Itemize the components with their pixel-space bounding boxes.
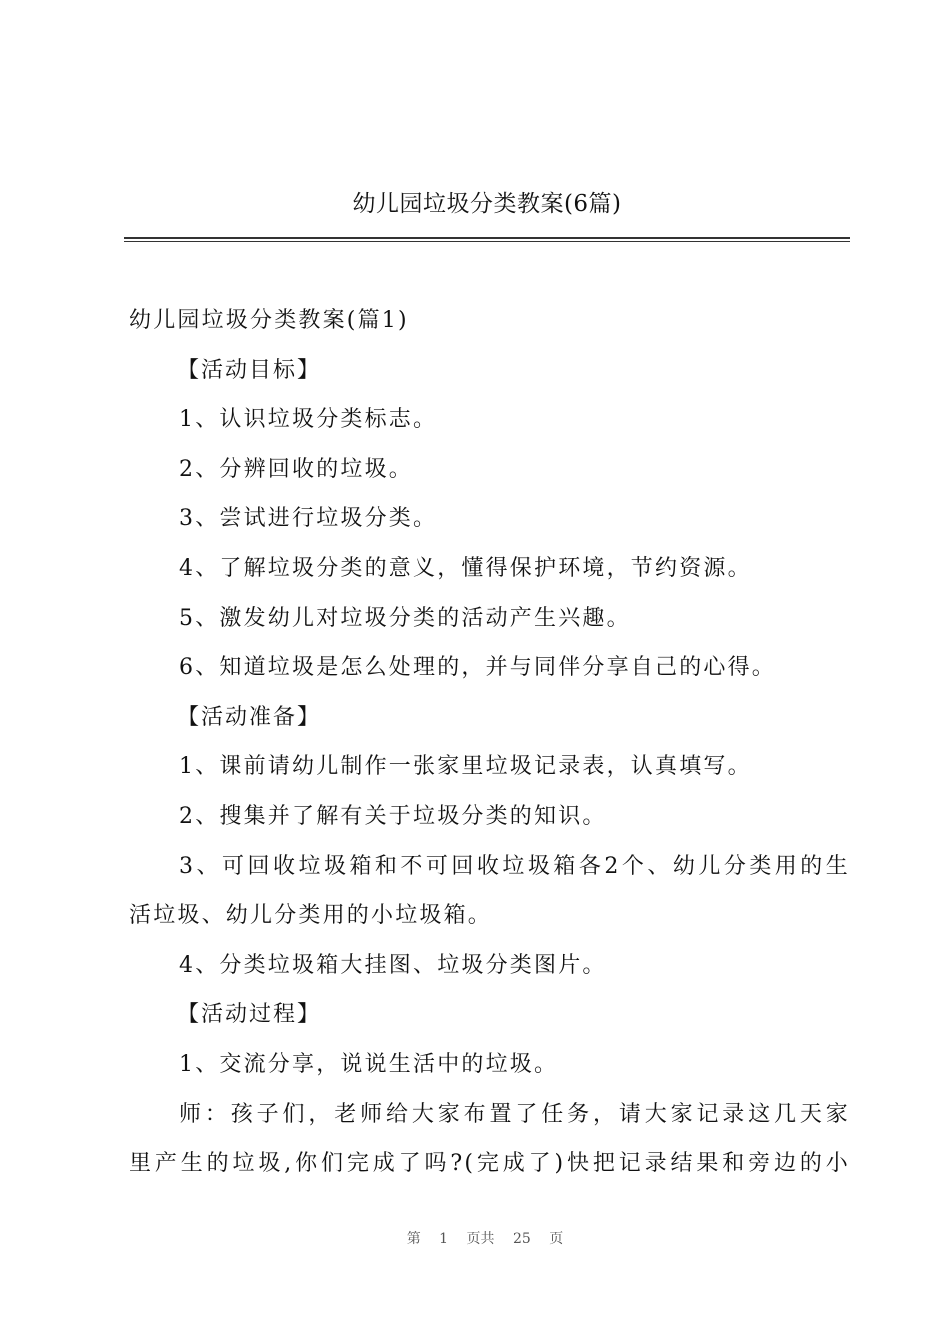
header-divider (124, 237, 850, 242)
subsection-heading-preparation: 【活动准备】 (177, 704, 322, 730)
paragraph: 4、分类垃圾箱大挂图、垃圾分类图片。 (179, 952, 607, 978)
paragraph: 1、认识垃圾分类标志。 (179, 407, 438, 433)
page-footer (0, 1228, 950, 1248)
paragraph: 4、了解垃圾分类的意义，懂得保护环境，节约资源。 (179, 555, 752, 581)
subsection-heading-process: 【活动过程】 (177, 1002, 322, 1028)
paragraph: 1、课前请幼儿制作一张家里垃圾记录表，认真填写。 (179, 754, 752, 780)
paragraph: 师：孩子们，老师给大家布置了任务，请大家记录这几天家 (179, 1101, 850, 1127)
footer-middle: 页共 (466, 1231, 495, 1247)
paragraph: 3、尝试进行垃圾分类。 (179, 506, 438, 532)
paragraph: 6、知道垃圾是怎么处理的，并与同伴分享自己的心得。 (179, 655, 776, 681)
document-header-title: 幼儿园垃圾分类教案(6篇) (352, 191, 622, 217)
footer-page-number: 1 (439, 1231, 449, 1247)
paragraph-continuation: 活垃圾、幼儿分类用的小垃圾箱。 (129, 903, 493, 929)
paragraph-continuation: 里产生的垃圾,你们完成了吗?(完成了)快把记录结果和旁边的小 (129, 1151, 850, 1177)
footer-suffix: 页 (549, 1231, 564, 1247)
paragraph: 2、搜集并了解有关于垃圾分类的知识。 (179, 803, 607, 829)
paragraph: 3、可回收垃圾箱和不可回收垃圾箱各2个、幼儿分类用的生 (179, 853, 850, 879)
paragraph: 5、激发幼儿对垃圾分类的活动产生兴趣。 (179, 605, 631, 631)
document-body (129, 296, 850, 1189)
footer-total-pages: 25 (513, 1231, 531, 1247)
paragraph: 2、分辨回收的垃圾。 (179, 456, 413, 482)
footer-prefix: 第 (406, 1231, 421, 1247)
subsection-heading-goals: 【活动目标】 (177, 357, 322, 383)
section-heading: 幼儿园垃圾分类教案(篇1) (129, 308, 409, 333)
paragraph: 1、交流分享，说说生活中的垃圾。 (179, 1051, 559, 1077)
